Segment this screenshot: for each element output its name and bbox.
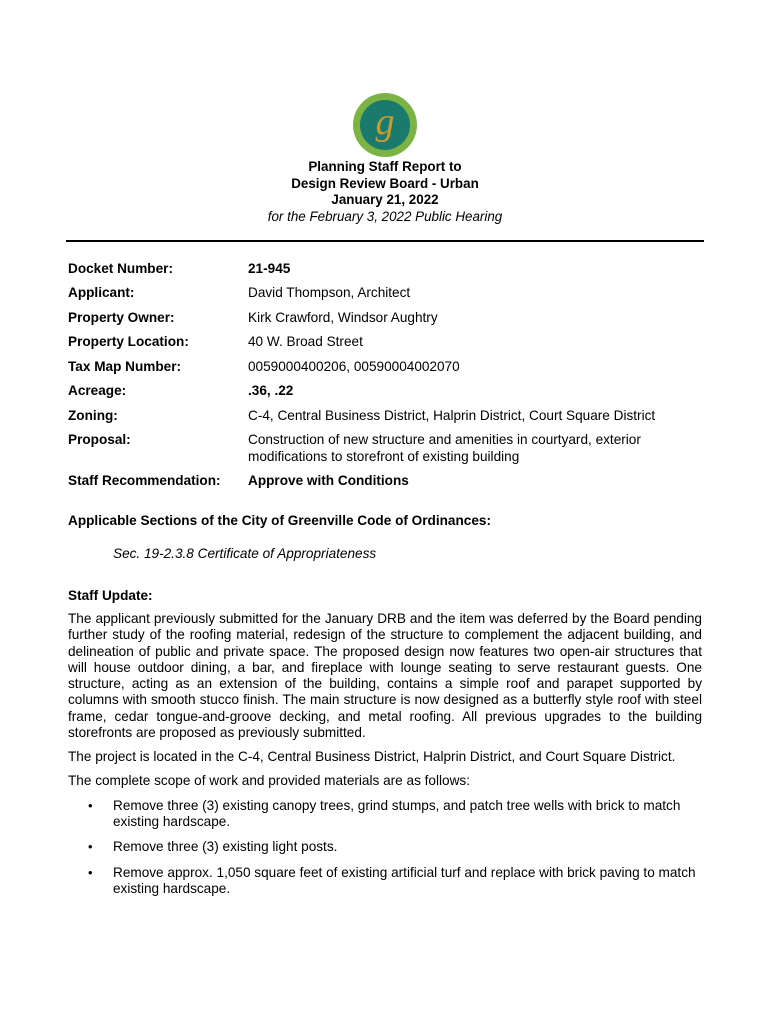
staff-update-paragraph-2: The project is located in the C-4, Central Business District, Halprin District, and Court Square District. [68,749,676,764]
field-value: 21-945 [248,261,291,276]
field-label: Property Location: [68,334,189,349]
report-header [0,159,770,225]
staff-update-paragraph-1: The applicant previously submitted for the January DRB and the item was deferred by the Board pending further study of the roofing material, redesign of the structure to complement the adjacent building, and delineation of public and private space. The proposed design now features two open-air structures that will house outdoor dining, a bar, and fireplace with lounge seating to serve restaurant guests. One structure, acting as an extension of the building, contains a simple roof and parapet supported by columns with smooth stucco finish. The main structure is now designed as a butterfly style roof with steel frame, cedar tongue-and-groove decking, and metal roofing. All previous upgrades to the building storefronts are proposed as previously submitted. [68,611,702,741]
field-value: .36, .22 [248,383,294,398]
field-label: Applicant: [68,285,135,300]
field-value: Kirk Crawford, Windsor Aughtry [248,310,438,325]
staff-update-paragraph-3: The complete scope of work and provided materials are as follows: [68,773,470,788]
bullet-icon: • [88,865,93,880]
field-value: C-4, Central Business District, Halprin District, Court Square District [248,408,656,423]
field-value: 0059000400206, 00590004002070 [248,359,460,374]
bullet-icon: • [88,798,93,813]
field-value: 40 W. Broad Street [248,334,363,349]
field-label: Tax Map Number: [68,359,182,374]
header-line-2: Design Review Board - Urban [291,175,479,191]
applicable-sections-heading: Applicable Sections of the City of Greenville Code of Ordinances: [68,513,491,528]
list-item-text: Remove approx. 1,050 square feet of existing artificial turf and replace with brick paving to match existing hardscape. [113,865,696,897]
field-value: David Thompson, Architect [248,285,411,300]
header-line-1: Planning Staff Report to [308,159,462,174]
bullet-icon: • [88,839,93,854]
field-value: Approve with Conditions [248,473,409,488]
field-label: Acreage: [68,383,127,398]
header-divider [66,240,704,242]
field-label: Property Owner: [68,310,175,325]
logo-letter: g [375,101,395,143]
code-section-reference: Sec. 19-2.3.8 Certificate of Appropriateness [113,546,377,561]
staff-update-heading: Staff Update: [68,588,153,603]
field-value: Construction of new structure and amenities in courtyard, exterior modifications to storefront of existing building [248,432,641,464]
header-date: January 21, 2022 [331,192,439,207]
header-hearing-date: for the February 3, 2022 Public Hearing [267,208,503,224]
field-label: Staff Recommendation: [68,473,221,488]
city-logo-icon [352,92,418,158]
field-label: Zoning: [68,408,118,423]
list-item-text: Remove three (3) existing canopy trees, grind stumps, and patch tree wells with brick to match existing hardscape. [113,798,681,830]
field-label: Proposal: [68,432,131,447]
city-logo [352,92,418,158]
field-label: Docket Number: [68,261,173,276]
list-item-text: Remove three (3) existing light posts. [113,839,338,854]
